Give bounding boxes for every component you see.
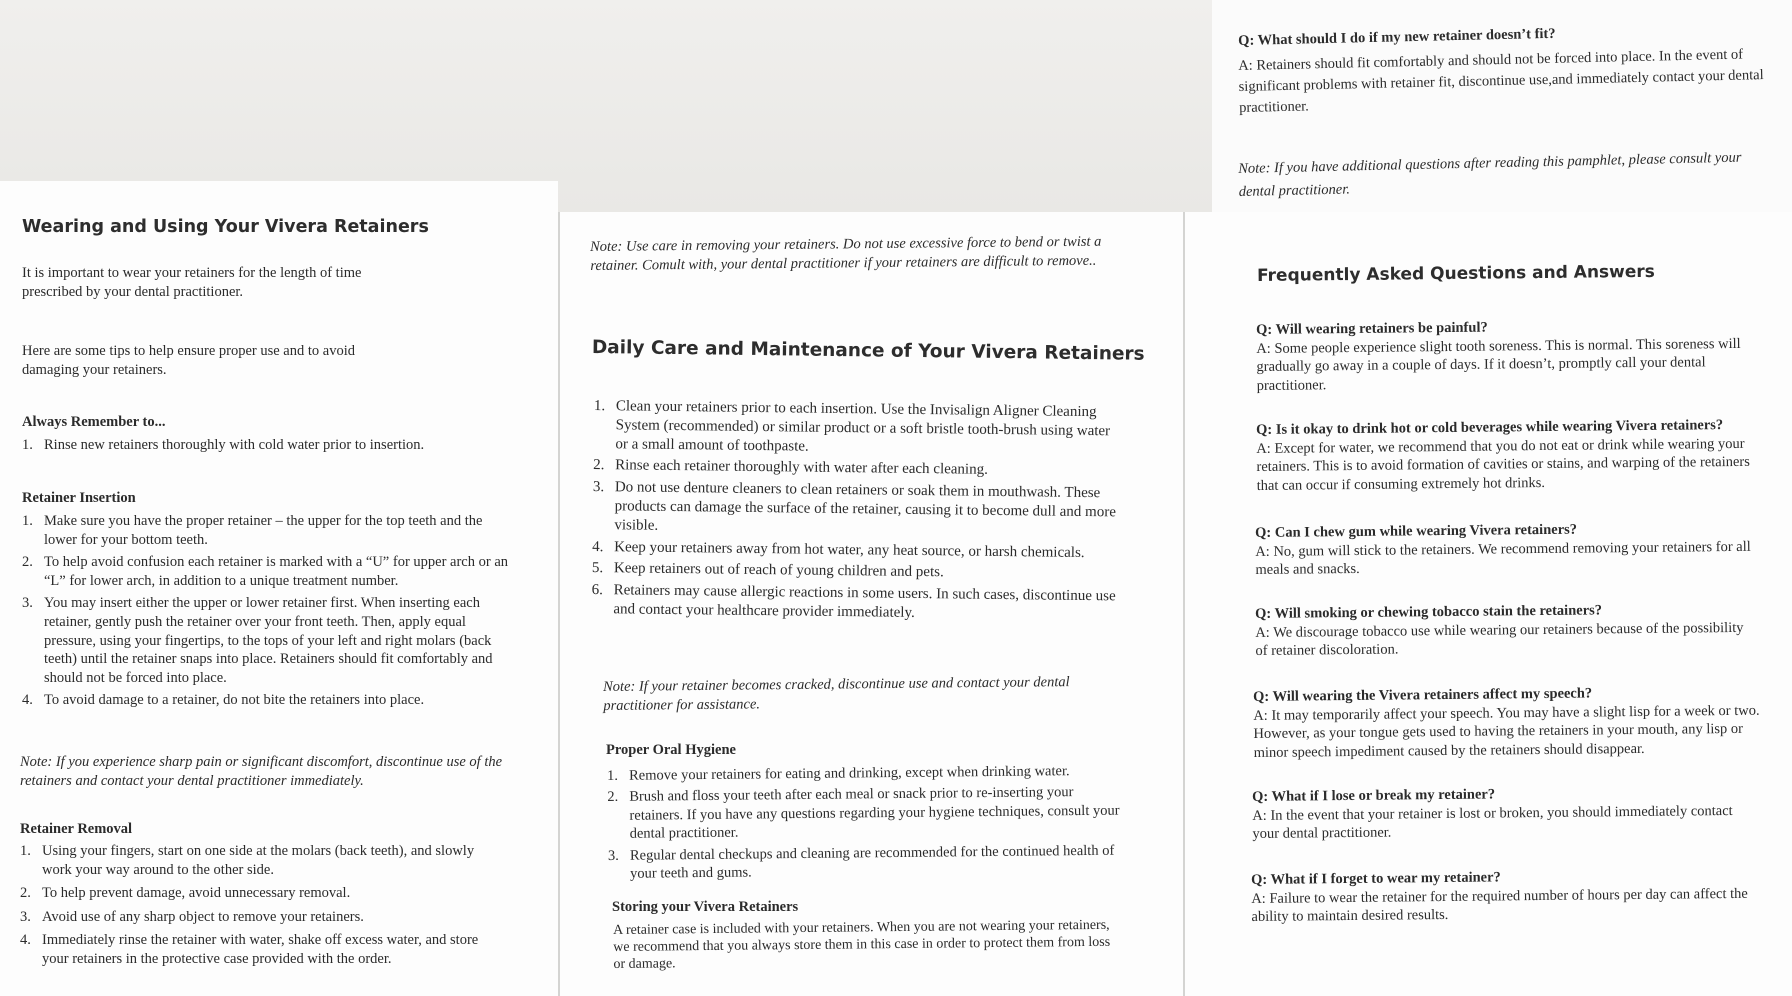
- list-item: 4. Immediately rinse the retainer with water, shake off excess water, and store your retainers in the protective case provided with the order.: [20, 932, 479, 967]
- care-list: [591, 397, 1124, 625]
- list-item: 3. Regular dental checkups and cleaning are recommended for the continued health of your teeth and gums.: [607, 842, 1115, 882]
- list-item: 1. Rinse new retainers thoroughly with cold water prior to insertion.: [22, 437, 425, 453]
- hygiene-list: [607, 762, 1128, 884]
- list-item: 4. To avoid damage to a retainer, do not bite the retainers into place.: [22, 692, 425, 709]
- faq-question: Q: What if I forget to wear my retainer?: [1251, 869, 1501, 888]
- always-list: [22, 436, 522, 455]
- list-item: 5. Keep retainers out of reach of young children and pets.: [591, 560, 944, 581]
- fit-question: Q: What should I do if my new retainer doesn’t fit?: [1238, 25, 1556, 49]
- hygiene-heading: Proper Oral Hygiene: [606, 742, 736, 758]
- removal-list: [20, 842, 498, 969]
- faq-question: Q: Will wearing the Vivera retainers affect my speech?: [1253, 685, 1593, 705]
- list-item: 3. Avoid use of any sharp object to remove your retainers.: [20, 908, 364, 925]
- storing-heading: Storing your Vivera Retainers: [612, 899, 799, 915]
- care-title: Daily Care and Maintenance of Your Vivera Retainers: [591, 337, 1145, 365]
- wearing-title: Wearing and Using Your Vivera Retainers: [22, 217, 429, 237]
- wearing-note: Note: If you experience sharp pain or significant discomfort, discontinue use of the retainers and contact your dental practitioner immediately.: [20, 754, 503, 789]
- list-item: 2. To help avoid confusion each retainer is marked with a “U” for upper arch or an “L” for lower arch, in addition to a unique treatment number.: [22, 554, 509, 589]
- faq-question: Q: Is it okay to drink hot or cold beverages while wearing Vivera retainers?: [1256, 417, 1724, 438]
- faq-question: Q: Can I chew gum while wearing Vivera retainers?: [1255, 521, 1578, 541]
- faq-title: Frequently Asked Questions and Answers: [1256, 261, 1655, 286]
- faq-item: [1255, 519, 1766, 580]
- list-item: 1. Clean your retainers prior to each insertion. Use the Invisalign Aligner Cleaning System (recommended) or similar product or a soft bristle tooth-brush using water or a small amount of toothpaste.: [593, 397, 1111, 455]
- faq-item: [1256, 416, 1772, 495]
- storing-text: A retainer case is included with your retainers. When you are not wearing your retainers, we recommend that you always store them in this case in order to protect them from loss or damage.: [613, 917, 1111, 972]
- faq-item: [1256, 316, 1757, 395]
- list-item: 3. Do not use denture cleaners to clean retainers or soak them in mouthwash. These products can damage the surface of the retainer, causing it to become dull and more visible.: [592, 479, 1117, 534]
- faq-answer: A: Failure to wear the retainer for the required number of hours per day can affect the ability to maintain desired results.: [1251, 885, 1748, 925]
- faq-answer: A: No, gum will stick to the retainers. We recommend removing your retainers for all meals and snacks.: [1255, 538, 1751, 578]
- list-item: 2. Brush and floss your teeth after each meal or snack prior to re-inserting your retainers. If you have any questions regarding your hygiene techniques, consult your dental practitioner.: [607, 784, 1120, 842]
- faq-item: [1252, 783, 1753, 844]
- insertion-heading: Retainer Insertion: [22, 490, 136, 506]
- faq-answer: A: In the event that your retainer is lost or broken, you should immediately contact your dental practitioner.: [1252, 802, 1733, 842]
- page-seam-right: [1183, 212, 1185, 996]
- list-item: 2. Rinse each retainer thoroughly with water after each cleaning.: [593, 457, 988, 479]
- list-item: 4. Keep your retainers away from hot water, any heat source, or harsh chemicals.: [592, 538, 1085, 561]
- wearing-intro-2: Here are some tips to help ensure proper use and to avoid damaging your retainers.: [22, 343, 355, 378]
- fit-answer: A: Retainers should fit comfortably and should not be forced into place. In the event of significant problems with retainer fit, discontinue use,and immediately contact your dental practitioner.: [1238, 46, 1764, 116]
- faq-item: [1251, 866, 1752, 927]
- list-item: 1. Make sure you have the proper retainer – the upper for the top teeth and the lower for your bottom teeth.: [22, 513, 483, 548]
- care-note-top: Note: Use care in removing your retainers. Do not use excessive force to bend or twist a retainer. Comult with, your dental practitioner if your retainers are difficult to remove..: [590, 233, 1102, 274]
- faq-item: [1253, 683, 1774, 762]
- faq-question: Q: What if I lose or break my retainer?: [1252, 786, 1496, 805]
- faq-answer: A: Some people experience slight tooth soreness. This is normal. This soreness will gradually go away in a couple of days. If it doesn’t, promptly call your dental practitioner.: [1256, 335, 1741, 394]
- pamphlet-note: Note: If you have additional questions after reading this pamphlet, please consult your dental practitioner.: [1238, 149, 1742, 200]
- care-note-mid: Note: If your retainer becomes cracked, discontinue use and contact your dental practitioner for assistance.: [603, 674, 1070, 714]
- faq-item: [1255, 600, 1746, 661]
- list-item: 6. Retainers may cause allergic reactions in some users. In such cases, discontinue use and contact your healthcare provider immediately.: [591, 582, 1116, 621]
- faq-question: Q: Will smoking or chewing tobacco stain the retainers?: [1255, 602, 1603, 622]
- faq-answer: A: We discourage tobacco use while wearing our retainers because of the possibility of retainer discoloration.: [1255, 619, 1744, 659]
- faq-answer: A: Except for water, we recommend that you do not eat or drink while wearing your retainers. This is to avoid formation of cavities or stains, and warping of the retainers that can occur if consuming extremely hot drinks.: [1256, 435, 1750, 494]
- page-seam-left: [558, 212, 560, 996]
- faq-answer: A: It may temporarily affect your speech. You may have a slight lisp for a week or two. However, as your tongue gets used to having the retainers in your mouth, any lisp or minor speech impediment caused by the retainers should disappear.: [1253, 702, 1760, 761]
- faq-question: Q: Will wearing retainers be painful?: [1256, 319, 1488, 338]
- removal-heading: Retainer Removal: [20, 821, 133, 837]
- insertion-list: [22, 512, 512, 710]
- list-item: 1. Remove your retainers for eating and drinking, except when drinking water.: [607, 763, 1070, 784]
- always-heading: Always Remember to...: [22, 414, 166, 430]
- list-item: 1. Using your fingers, start on one side at the molars (back teeth), and slowly work your way around to the other side.: [20, 843, 475, 878]
- list-item: 2. To help prevent damage, avoid unnecessary removal.: [20, 885, 351, 902]
- wearing-intro-1: It is important to wear your retainers for the length of time prescribed by your dental practitioner.: [22, 265, 362, 300]
- list-item: 3. You may insert either the upper or lower retainer first. When inserting each retainer, gently push the retainer over your front teeth. Then, apply equal pressure, using your fingertips, to the tops of your left and right molars (back teeth) until the retainer snaps into place. Retainers should fit comfortably and should not be forced into place.: [22, 595, 493, 686]
